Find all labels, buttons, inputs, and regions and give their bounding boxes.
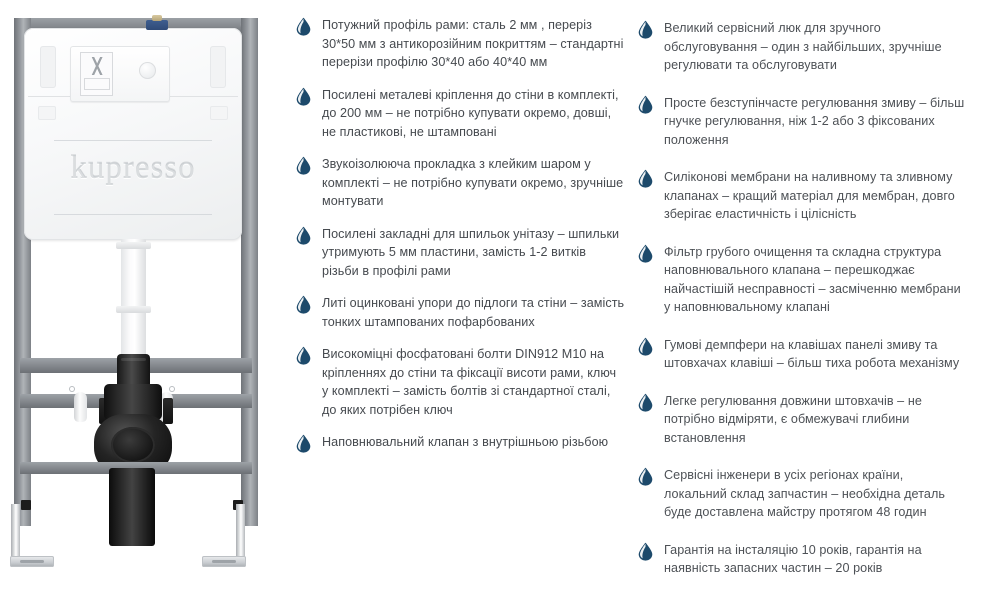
feature-text: Просте безступінчасте регулювання змиву – більш гнучке регулювання, ніж 1-2 або 3 фіксованих положення (664, 95, 965, 147)
feature-item (638, 243, 968, 317)
feature-item (638, 19, 968, 75)
frame-rail-right (241, 18, 258, 526)
features-column-left (296, 16, 626, 597)
feature-item (296, 345, 626, 419)
pan-stud-marker-left (70, 387, 74, 391)
feature-text: Високоміцні фосфатовані болти DIN912 M10 на кріпленнях до стіни та фіксації висоти рами, ключ у комплекті – замість болтів зі стандартної сталі, до яких потрібен ключ (322, 347, 617, 417)
waste-outlet-pipe (109, 468, 155, 546)
hatch-label-sticker (80, 52, 113, 96)
feature-item (638, 336, 968, 373)
water-drop-icon (638, 19, 664, 39)
cistern-side-tab-right (210, 46, 226, 88)
water-drop-icon (638, 94, 664, 114)
water-drop-icon (638, 243, 664, 263)
flush-pipe-collar-bottom (116, 306, 151, 313)
waste-bend-top (117, 354, 150, 388)
sticker-diagram-icon (84, 57, 111, 75)
feature-text: Гумові демпфери на клавішах панелі змиву та штовхачах клавіші – більш тиха робота механізму (664, 337, 960, 370)
brand-emboss: kupresso (70, 150, 196, 186)
floor-bracket-slot-right (212, 560, 236, 563)
water-drop-icon (638, 168, 664, 188)
water-inlet-valve (146, 20, 168, 30)
cistern-side-tab-left (40, 46, 56, 88)
sticker-text-box (84, 78, 110, 90)
feature-item (638, 541, 968, 578)
feature-item (638, 168, 968, 224)
feature-text: Фільтр грубого очищення та складна структура наповнювального клапана – перешкоджає найчастішій несправності – засміченню мембрани у наповнювальному клапані (664, 244, 961, 314)
feature-item (296, 86, 626, 142)
water-drop-icon (296, 433, 322, 453)
water-drop-icon (296, 225, 322, 245)
floor-bracket-slot-left (20, 560, 44, 563)
water-drop-icon (638, 392, 664, 412)
feature-item (296, 16, 626, 72)
feature-text: Литі оцинковані упори до підлоги та стіни – замість тонких штампованих пофарбованих (322, 296, 625, 329)
water-drop-icon (296, 16, 322, 36)
flush-pipe (121, 239, 146, 361)
adjustable-leg-left (11, 504, 20, 562)
feature-item (638, 466, 968, 522)
feature-text: Великий сервісний люк для зручного обслуговування – один з найбільших, зручніше регулювати та обслуговувати (664, 21, 942, 72)
waste-bend-clip-right (163, 398, 173, 424)
feature-text: Потужний профіль рами: сталь 2 мм , переріз 30*50 мм з антикорозійним покриттям – стандартні перерізи профілю 30*40 або 40*40 мм (322, 18, 624, 69)
product-image-pane (0, 0, 296, 593)
feature-text: Силіконові мембрани на наливному та зливному клапанах – кращий матеріал для мембран, довго зберігає еластичність і цілісність (664, 170, 955, 221)
cistern-side-clip-left (38, 106, 56, 120)
feature-item (296, 294, 626, 331)
feature-text: Посилені закладні для шпильок унітазу – шпильки утримують 5 мм пластини, замість 1-2 витків різьби в профілі рами (322, 226, 620, 278)
feature-item (638, 392, 968, 448)
water-drop-icon (296, 294, 322, 314)
cistern-panel-line-upper (54, 140, 212, 141)
feature-item (296, 433, 626, 453)
feature-text: Звукоізолюючa прокладка з клейким шаром у комплекті – не потрібно купувати окремо, зручніше монтувати (322, 157, 624, 208)
service-hatch (70, 46, 170, 102)
pan-bolt-stud-left (74, 392, 87, 422)
feature-text: Сервісні інженери в усіх регіонах країни, локальний склад запчастин – необхідна деталь буде доставлена майстру протягом 48 годин (664, 468, 945, 519)
leg-bracket-left (21, 500, 31, 510)
cistern-side-clip-right (210, 106, 228, 120)
adjustable-leg-right (236, 504, 245, 562)
feature-text: Легке регулювання довжини штовхачів – не потрібно відміряти, є обмежувачі глибини встановлення (664, 393, 922, 445)
floor-bracket-right (202, 556, 246, 567)
feature-text: Наповнювальний клапан з внутрішньою різьбою (322, 435, 609, 449)
feature-text: Гарантія на інсталяцію 10 років, гарантія на наявність запасних частин – 20 років (664, 542, 922, 575)
feature-text: Посилені металеві кріплення до стіни в комплекті, до 200 мм – не потрібно купувати окремо, довші, не пластикові, не штамповані (322, 87, 619, 139)
installation-frame-illustration (8, 6, 264, 584)
water-drop-icon (296, 86, 322, 106)
water-drop-icon (296, 345, 322, 365)
water-drop-icon (638, 466, 664, 486)
floor-bracket-left (10, 556, 54, 567)
hatch-knob (139, 62, 156, 79)
feature-item (296, 155, 626, 211)
water-drop-icon (296, 155, 322, 175)
features-column-right (638, 16, 968, 597)
concealed-cistern (24, 28, 242, 240)
feature-item (296, 225, 626, 281)
water-drop-icon (638, 336, 664, 356)
features-section (296, 0, 986, 597)
water-drop-icon (638, 541, 664, 561)
feature-item (638, 94, 968, 150)
flush-pipe-collar-top (116, 242, 151, 249)
cistern-panel-line-lower (54, 214, 212, 215)
pan-stud-marker-right (170, 387, 174, 391)
